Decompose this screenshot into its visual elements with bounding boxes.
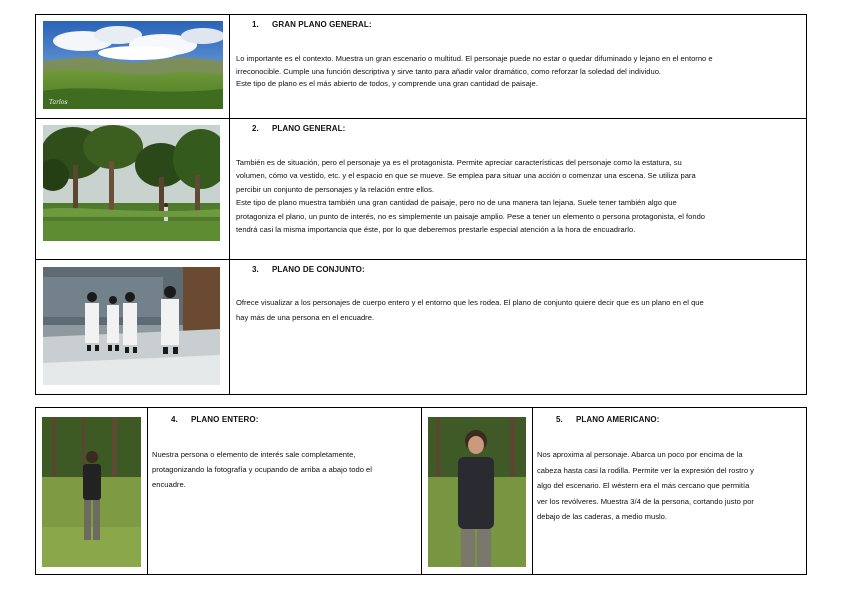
section-title: 2. PLANO GENERAL:: [252, 124, 346, 133]
section-number: 2.: [252, 124, 259, 133]
american-shot-photo: [428, 417, 526, 567]
section-paragraph: Nos aproxima al personaje. Abarca un poco por encima de la cabeza hasta casi la rodilla. Permite ver la expresión del rostro y algo del escenario. El wéstern era el más cercano que permitía ver los revólveres. Muestra 3/4 de la persona, cortando justo por debajo de las caderas, a medio muslo.: [537, 450, 754, 522]
row-3-text-cell: [230, 260, 806, 394]
section-number: 4.: [171, 415, 178, 424]
row-plano-de-conjunto: [36, 260, 806, 394]
section-number: 5.: [556, 415, 563, 424]
full-shot-photo: [42, 417, 141, 567]
section-title: 3. PLANO DE CONJUNTO:: [252, 265, 365, 274]
row-2-text-cell: [230, 119, 806, 259]
section-paragraph: También es de situación, pero el personaje ya es el protagonista. Permite apreciar características del personaje como la estatura, su volumen, cómo va vestido, etc. y el espacio en que se mueve. Se emplea para situar una acción o comenzar una escena. Se utiliza para percibir un conjunto de personajes y la relación entre ellos. Este tipo de plano muestra también una gran cantidad de paisaje, pero no de una manera tan lejana. Suele tener también algo que protagoniza el plano, un punto de interés, no es simplemente un paisaje amplio. Pese a tener un elemento o persona protagonista, el fondo tendrá casi la misma importancia que éste, por lo que deberemos prestarle especial atención a la hora de encuadrarlo.: [236, 158, 706, 235]
section-title: 1. GRAN PLANO GENERAL:: [252, 20, 372, 29]
section-paragraph: Ofrece visualizar a los personajes de cuerpo entero y el entorno que les rodea. El plano de conjunto quiere decir que es un plano en el que hay más de una persona en el encuadre.: [236, 298, 704, 322]
section-number: 1.: [252, 20, 259, 29]
bottom-table: [35, 407, 807, 575]
group-photo: [43, 267, 220, 385]
row-1-image-cell: [36, 15, 230, 118]
divider: [147, 408, 148, 574]
section-title: 5. PLANO AMERICANO:: [556, 415, 660, 424]
landscape-photo: [43, 21, 223, 109]
row-plano-general: [36, 119, 806, 260]
forest-photo: [43, 125, 220, 241]
row-1-text-cell: [230, 15, 806, 118]
section-title: 4. PLANO ENTERO:: [171, 415, 259, 424]
divider: [532, 408, 533, 574]
section-number: 3.: [252, 265, 259, 274]
photo-signature: Tarlos: [49, 99, 68, 106]
row-3-image-cell: [36, 260, 230, 394]
section-paragraph: Lo importante es el contexto. Muestra un gran escenario o multitud. El personaje puede no estar o quedar difuminado y lejano en el entorno e irreconocible. Cumple una función descriptiva y sirve tanto para añadir valor dramático, como reforzar la soledad del individuo. Este tipo de plano es el más abierto de todos, y comprende una gran cantidad de paisaje.: [236, 54, 713, 89]
divider: [421, 408, 422, 574]
section-paragraph: Nuestra persona o elemento de interés sale completamente, protagonizando la fotografía y ocupando de arriba a abajo todo el encuadre.: [152, 450, 372, 489]
row-2-image-cell: [36, 119, 230, 259]
row-gran-plano-general: [36, 15, 806, 119]
top-table: [35, 14, 807, 395]
